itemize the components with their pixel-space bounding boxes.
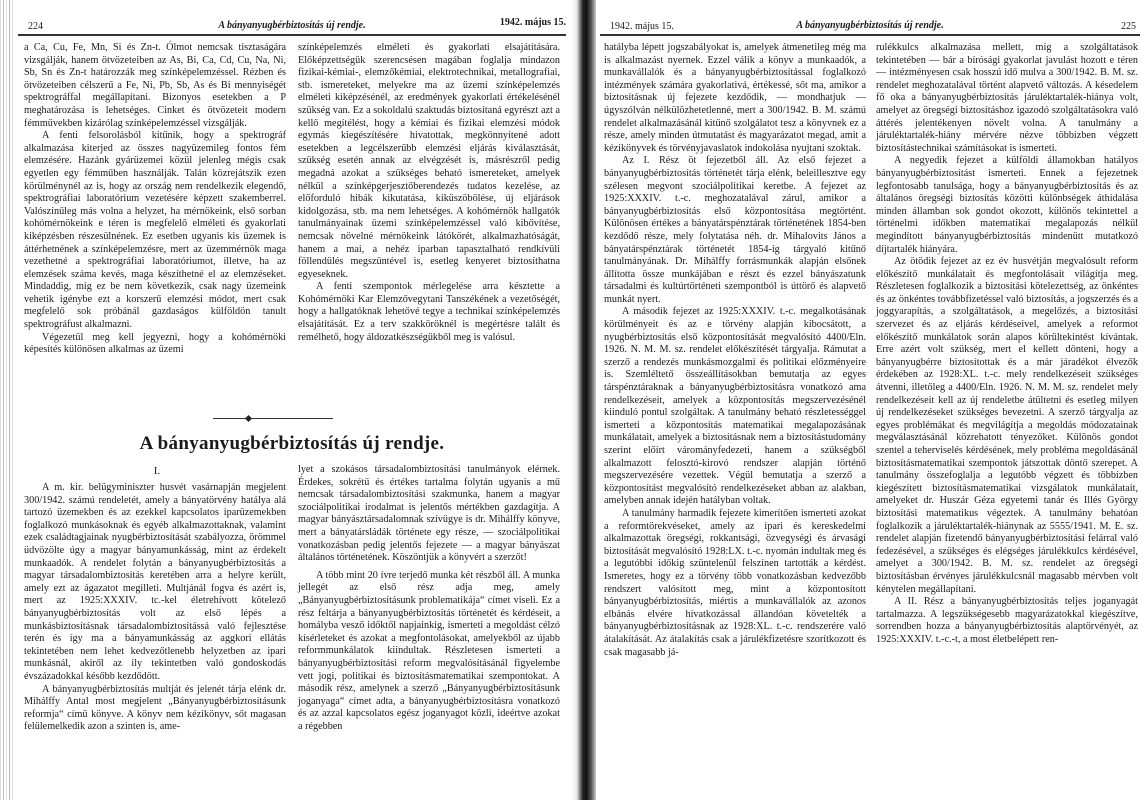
issue-date: 1942. május 15. <box>499 17 566 28</box>
paragraph: A fenti felsorolásból kitűnik, hogy a spektrográf alkalmazása kiterjed az összes nagyüzemileg fontos fém elemzésére. Hazánk gyárüzemei közül jelenleg mégis csak egyetlen egy fémműben használják. Talán közrejátszik ezen körülménynél az is, hogy az ország nem rendelkezik elegendő, spektrográfiai laboratórium vezetésére képzett szakemberrel. Valószínűleg más volna a helyzet, ha mérnökeink, első sorban kohómérnökeink e téren is megfelelő elméleti és gyakorlati kiképzésben részesülnének. Ez esetben ugyanis kis üzemek is áttérhetnének a színképelemzésre, mert az üzemmérnök maga vezethetné a spektrográfiai laboratóriumot, illetve, ha az elemzések száma kevés, maga készíthetné el az elemzéseket. Mindaddig, míg ez be nem következik, csak nagy üzemeink vehetik igénybe ezt a korszerű elemzési módot, mert csak megfelelő sok próbánál gazdaságos külföldön tanult spektrográfust alkalmazni. <box>24 130 286 331</box>
paragraph: Az ötödik fejezet az ez év husvétján megvalósult reform előkészítő munkálatait és megfontolásait világítja meg. Részletesen foglalkozik a biztosítási kötelezettség, az önkéntes és az önkéntes továbbfizetéssel való biztosítás, a jogszerzés és a joggyarapítás, a szolgáltatások, a megelőzés, a biztosítási szervezet és az eljárás kérdéseivel, amelyek a reformot előkészítő munkálatok során alapos körültekintést kívántak. Erre azért volt szükség, mert el kellett dönteni, hogy a bányanyugbérre biztosítottak és a már járadékot élvezők érdekében az 1928:XL. t.-c. mely rendelkezéseit szükséges átvenni, illetőleg a 4400/Eln. 1926. N. M. M. sz. rendelet mely rendelkezéseit kell az új rendeletbe átültetni és esetleg milyen új rendelkezéseket szükséges bevezetni. A szerző tárgyalja az egyes problémákat és megvilágítja a megoldás módozatainak megválasztásánál közrehatott tényezőket. Különös gondot szentel a teherviselés kérdésének, mely probléma megoldásánál biztosításmatematikai szempontok játszottak döntő szerepet. A tanulmány összefoglalja a legutóbb végzett és többízben kiegészített biztosításmatematikai vizsgálatok munkálatait, amelyeket dr. Huszár Géza egyetemi tanár és Illés György biztosítási matematikus végeztek. A tanulmány behatóan foglalkozik a járuléktartalék-hiánynak az 5555/1941. M. E. sz. rendelet alapján fizetendő bányanyugbérbiztosítási felárral való fedezésével, a szükséges és elégséges járulékkulcs kérdésével, amelyet a 300/1942. B. M. sz. rendelet az öregségi biztosításban érvényes járulékkulcsnál magasabb mérvben volt kénytelen megállapítani. <box>876 256 1138 595</box>
section-number: I. <box>153 465 161 477</box>
paragraph: Végezetül meg kell jegyezni, hogy a kohómérnöki képesítés különösen alkalmas az üzemi <box>24 331 286 356</box>
paragraph: A fenti szempontok mérlegelése arra késztette a Kohómérnöki Kar Elemzővegytani Tanszékének a vezetőségét, hogy a hallgatóknak lehetővé tegye a technikai színképelemzés elsajátítását. Ez a terv szakköröknél is megértésre talált és remélhető, hogy áldozatkészségükből meg is valósul. <box>298 281 560 343</box>
paragraph: A m. kir. belügyminiszter husvét vasárnapján megjelent 300/1942. számú rendeletét, amely a bányatörvény hatálya alá tartozó üzemekben és az ezekkel kapcsolatos iparüzemekben foglalkozó munkásoknak és egyéb alkalmazottaknak, valamint ezek családtagjainak nyugbérbiztosítását szabályozza, örömmel üdvözölte úgy a magyar bányamunkásság, mint az érdekelt munkaadók. A rendelet folytán a bányanyugbérbiztosítás a magyar társadalombiztosítás keretében arra a helyre került, amely ezt az ágazatot megilleti. Multjánál fogva és azért is, mert az 1925:XXXIV. tc.-kel életrehívott kötelező bányanyugbérbiztosítás volt az első lépés a munkásbiztosításnak társadalombiztosítássá való fejlesztése terén és így ma a bányamunkásság az aggkori ellátás tekintetében nem lehet kedvezőtlenebb helyzetben az ipari munkásnál, akiről az ily tekintetben való gondoskodás évszázadokkal később kezdődött. <box>24 482 286 682</box>
paragraph: A több mint 20 ívre terjedő munka két részből áll. A munka jellegét az első rész adja meg, amely „Bányanyugbérbiztosításunk problematikája“ címet viseli. Ez a rész feltárja a bányanyugbérbiztosítás történetét és kérdéseit, a homályba vesző időktől napjainkig, ismerteti a megoldást célzó kísérleteket és azokat a megfontolásokat, amelyekből az újabb reformmunkálatok kiindultak. Részletesen ismerteti a bányanyugbérbiztosítási reform megvalósításánál figyelembe vett jogi, politikai és biztosításmatematikai szempontokat. A második rész, amelynek a szerző „Bányanyugbérbiztosításunk joganyaga“ címet adta, a bányanyugbérbiztosításra vonatkozó és az azzal kapcsolatos egész joganyagot közli, ideértve azokat a régebben <box>298 569 560 732</box>
left-page <box>18 0 566 800</box>
running-header-left <box>18 16 566 36</box>
paragraph: hatályba lépett jogszabályokat is, amelyek átmenetileg még ma is alkalmazást nyernek. Ezzel válik a könyv a munkaadók, a munkavállalók és a bányanyugbérbiztosítással foglalkozó intézmények számára gyakorlativá, értékessé, sőt ma, amikor a biztosításnak új fejezete kezdődik, — mondhatjuk — úgyszólván nélkülözhetetlenné, mert a 300/1942. B. M. számú rendelet alkalmazásánál kitűnő szolgálatot tesz a könyvnek ez a része, amely minden útmutatást és magyarázatot megad, amit a kézikönyvek és törvényjavaslatok indokolása nyujtani szoktak. <box>604 42 866 154</box>
paragraph: A bányanyugbérbiztosítás multját és jelenét tárja elénk dr. Mihálffy Antal most megjelent „Bányanyugbérbiztosításunk reformja“ című könyve. A könyv nem kézikönyv, sőt magasan felülemelkedik azon a szinten is, ame- <box>24 683 286 733</box>
running-header-right <box>600 16 1140 36</box>
page-number: 225 <box>1121 21 1136 32</box>
column-right-bottom <box>298 464 560 733</box>
issue-date: 1942. május 15. <box>610 21 674 32</box>
column-right-top <box>298 42 560 344</box>
paragraph: A tanulmány harmadik fejezete kimerítően ismerteti azokat a reformtörekvéseket, amely az ipari és kereskedelmi alkalmazottak öregségi, rokkantsági, özvegységi és árvasági biztosítását megvalósító 1928:LX. t.-c. nyomán indultak meg és a legutóbbi időkig szüntelenül felszínen tartották a kérdést. Ismeretes, hogy ez a törvény több vonatkozásban kedvezőbb rendszert valósított meg, mint a központosított bányanyugbérbiztosítás, miértis a munkavállalók az azonos elbánás elvére hivatkozással állandóan követelték a bányanyugbérbiztosításnak az 1928:XL. t.-c. rendszerére való átalakítását. Az átalakítás csak a járulékfizetésre szorítkozott és csak magasabb já- <box>604 507 866 658</box>
paragraph: A II. Rész a bányanyugbérbiztosítás teljes joganyagát tartalmazza. A legszükségesebb magyarázatokkal kiegészítve, sorrendben hozza a bányanyugbérbiztosítás alaptörvényét, az 1925:XXXIV. t.-c.-t, a most életbelépett ren- <box>876 596 1138 645</box>
paragraph: színképelemzés elméleti és gyakorlati elsajátítására. Előképzettségük szerencsésen magában foglalja mindazon fizikai-kémiai-, elemzőkémiai, elektrotechnikai, metallografiai, stb. ismereteket, melyekre ma az üzemi színképelemzés elméleti kiképzésénél, az eredmények gyakorlati értékelésénél szükség van. Ez a sokoldalú szaktudás biztosítaná egyrészt azt a kellő megítélést, hogy a kémiai és fizikai elemzési módok egymás kiegészítésére hivatottak, megkönnyítené adott esetekben a legcélszerűbb elemzési eljárás kiválasztását, szükség esetén annak az elvégzését is, másrészről pedig megadná azokat a szükséges beható ismereteket, amelyek nélkül a színképgerjesztőberendezés tudatos kezelése, az előforduló hibák kikutatása, kiküszöbölése, új eljárások kidolgozása, stb. ma nem lehetséges. A kohómérnök hallgatók tanulmányainak üzemi színképelemzéssel való kibővítése, nemcsak növelné mérnökeink látókörét, alkalmazhatóságát, hanem a mai, a nehéz iparban tapasztalható rendkívüli föllendülés megszüntével is, esetleg kenyeret biztosíthatna egyeseknek. <box>298 42 560 280</box>
paragraph: Az I. Rész öt fejezetből áll. Az első fejezet a bányanyugbérbiztosítás történetét tárja elénk, beleillesztve egy szélesen megvont szociálpolitikai keretbe. A fejezet az 1925:XXXIV. t.-c. meghozatalával zárul, amikor a bányanyugbérbiztosítás első központosítása megtörtént. Különösen értékes a bányatárspénztárak történetének 1854-ben kezdődő része, mely folytatása néh. dr. Mihalovits János a bányatárspénztárak történetét 1854-ig tárgyaló kitűnő tanulmányának. Dr. Mihálffy forrásmunkák alapján elsőnek állította össze munkájában e részt és ezzel bányászatunk társadalmi és kultúrtörténeti szempontból is úttörő és alapvető munkát nyert. <box>604 155 866 305</box>
column-left <box>604 42 866 659</box>
right-page <box>600 0 1140 800</box>
column-left-top <box>24 42 286 357</box>
column-left-bottom <box>24 482 286 734</box>
paragraph: rulékkulcs alkalmazása mellett, míg a szolgáltatások tekintetében — bár a bírósági gyakorlat javulást hozott e téren — intézményesen csak hosszú idő mulva a 300/1942. B. M. sz. rendelet meghozatalával történt alapvető változás. A késedelem fő oka a bányanyugbérbiztosítás járuléktartalék-hiánya volt, amelyet az öregségi biztosításhoz igazodó szolgáltatásokra való áttérés jelentékenyen növelt volna. A tanulmány a járuléktartalék-hiány mérvére nézve többízben végzett biztosítástechnikai számításokat is ismerteti. <box>876 42 1138 154</box>
article-title: A bányanyugbérbiztosítás új rendje. <box>139 433 445 454</box>
paragraph: A negyedik fejezet a külföldi államokban hatályos bányanyugbérbiztosítást ismerteti. Ennek a fejezetnek legfontosabb tanulsága, hogy a bányanyugbérbiztosítás és az általános öregségi biztosítás közötti különbségek áthidalása minden államban sok gondot okozott, különös tekintettel a történelmi időkben matematikai megalapozás nélkül megindított bányanyugbérbiztosítás mindenütt mutatkozó díjtartalék hiányára. <box>876 155 1138 255</box>
paragraph: A második fejezet az 1925:XXXIV. t.-c. megalkotásának körülményeit és az e törvény alapján kibocsátott, a nyugbérbiztosítás első központosítását megvalósító 4400/Eln. 1926. N. M. M. sz. rendelet előkészítését tárgyalja. Rámutat a szerző a rendezés munkásmozgalmi és politikai előzményeire is. Szemléltető összeállításokban bemutatja az egyes társpénztáraknak a bányanyugbérbiztosításra vonatkozó ama rendelkezéseit, amelyek a központosítás megszervezésénél kiinduló pontul szolgáltak. A tanulmány beható részletességgel ismerteti a központosítás matematikai megalapozásának munkálatait, amelyek a biztosításnak nem a biztosítástudomány szerint előírt várományfedezeti, hanem a szükségből alkalmazott felosztó-kirovó rendszer alapján történő megszervezésére vezettek. Végül bemutatja a szerző a központosítást megvalósító rendelkezéseket abban az alakban, amelyben annak idején hatályban voltak. <box>604 306 866 507</box>
page-gutter-shadow <box>572 0 596 800</box>
column-right <box>876 42 1138 647</box>
page-number: 224 <box>28 21 43 32</box>
running-title: A bányanyugbérbiztosítás új rendje. <box>218 20 366 31</box>
book-binding-edge <box>0 0 14 800</box>
paragraph: lyet a szokásos társadalombiztosítási tanulmányok elérnek. Érdekes, sokrétű és értékes tartalma folytán ugyanis a mű nemcsak társadalombiztosítási szakmunka, hanem a magyar szociálpolitikai irodalmat is jelentős mértékben gazdagítja. A magyar bányásztársadalomnak szívügye is dr. Mihálffy könyve, mert a bányatársládák története egy része, — szociálpolitikai vonatkozásban pedig jelentős fejezete — a magyar bányászat általános történetének. Köszöntjük a könyvért a szerzőt! <box>298 464 560 564</box>
running-title: A bányanyugbérbiztosítás új rendje. <box>796 20 944 31</box>
section-divider-ornament <box>213 416 333 422</box>
paragraph: a Ca, Cu, Fe, Mn, Si és Zn-t. Ólmot nemcsak tisztaságára vizsgálják, hanem ötvözeteiben az As, Bi, Ca, Cd, Cu, Na, Ni, Sb, Sn és Zn-t határozzák meg színképelemzéssel. Rézben és ötvözeteiben célszerű a Fe, Ni, Pb, Sb, As és Bi mennyiségét spektrográffal megállapítani. Bizonyos esetekben a P meghatározása is lehetséges. Cinket és ötvözeteit modern fémművekben kizárólag színképelemzéssel vizsgálják. <box>24 42 286 129</box>
